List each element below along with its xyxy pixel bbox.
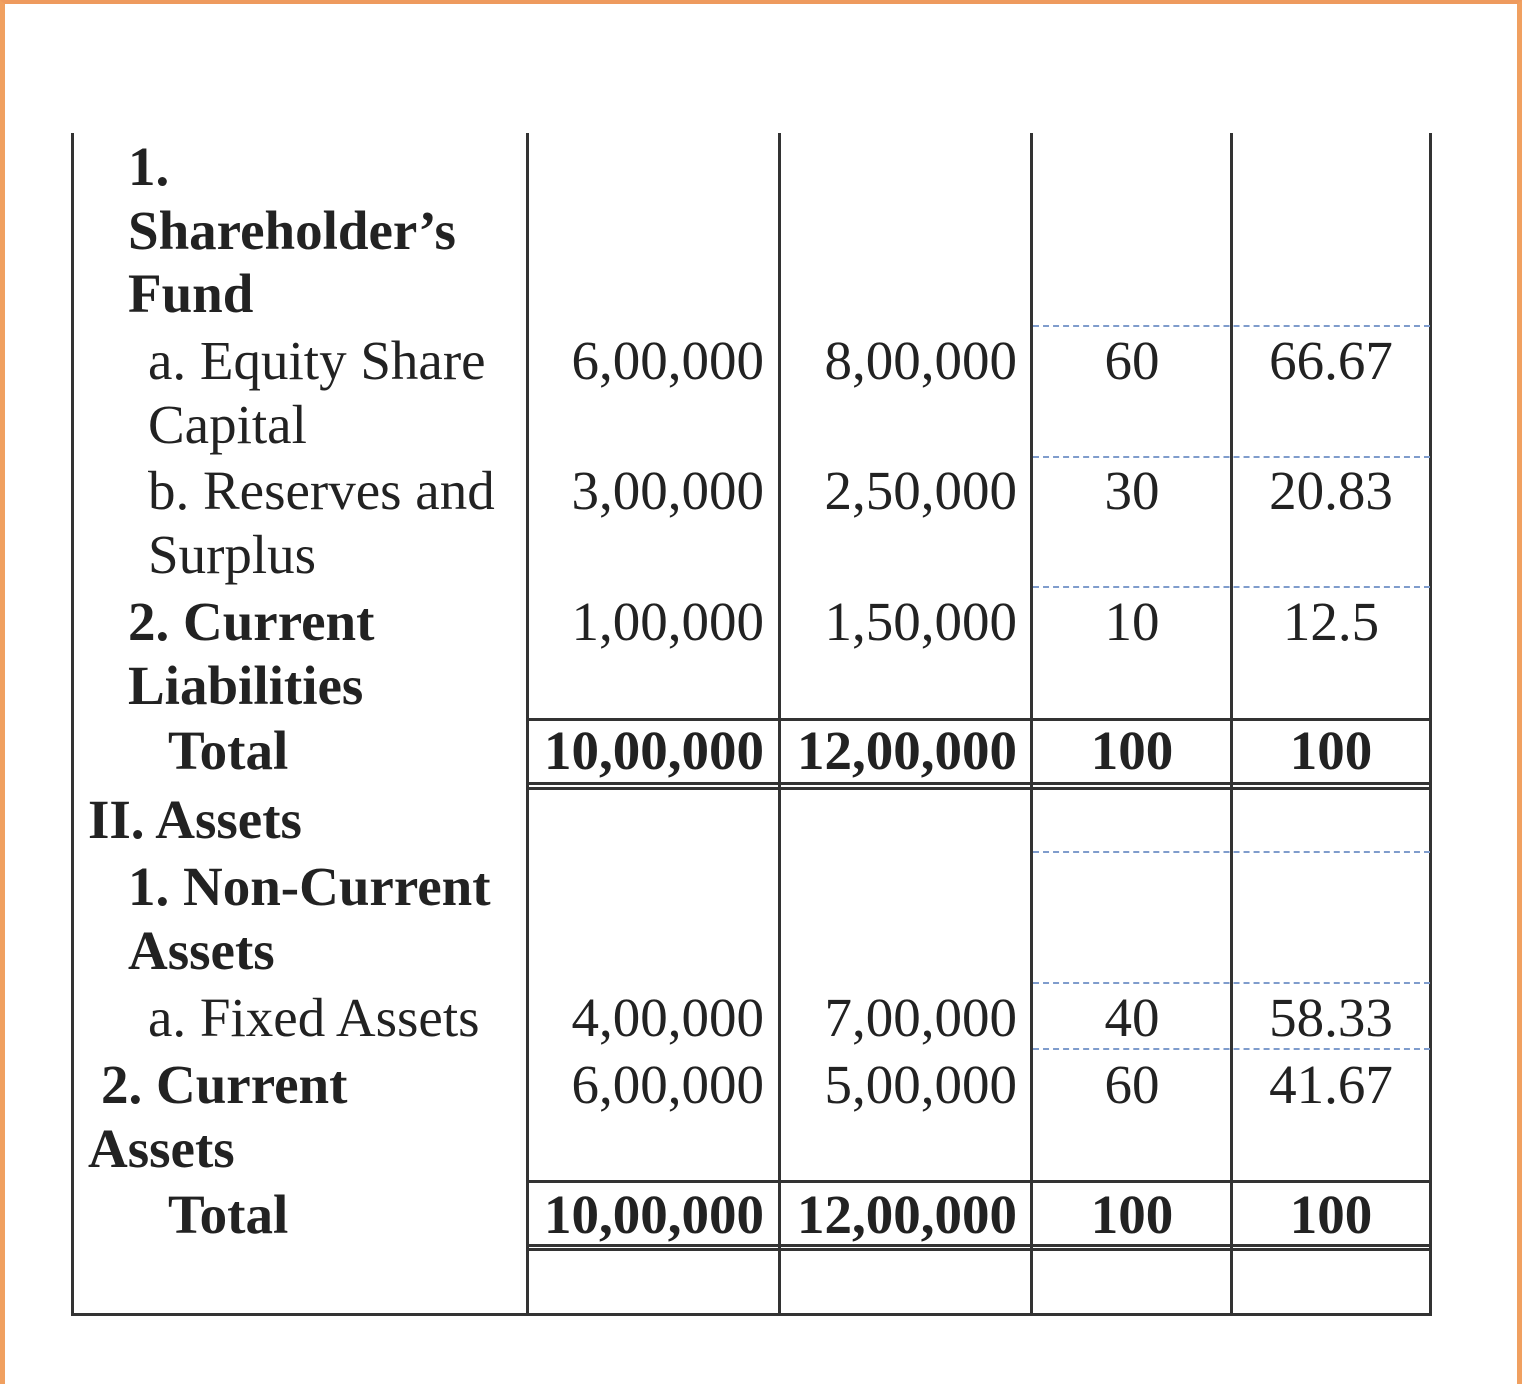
amount-previous-year-cell: 4,00,000 <box>571 987 764 1048</box>
percent-current-year-cell: 58.33 <box>1269 987 1393 1048</box>
row-label: a. Fixed Assets <box>148 987 480 1048</box>
row-label: II. Assets <box>88 789 302 850</box>
row-label: Assets <box>88 1118 235 1179</box>
amount-previous-year-cell: 1,00,000 <box>571 591 764 652</box>
dashed-divider <box>1033 982 1430 984</box>
percent-current-year-cell: 100 <box>1289 1184 1373 1245</box>
row-label: 1. Non-Current <box>128 856 491 917</box>
row-label: Total <box>168 720 289 781</box>
row-label: Liabilities <box>128 655 364 716</box>
row-label: 1. <box>128 136 170 197</box>
percent-current-year-cell: 66.67 <box>1269 330 1393 391</box>
percent-current-year-cell: 100 <box>1289 720 1373 781</box>
percent-current-year-cell: 41.67 <box>1269 1054 1393 1115</box>
amount-current-year-cell: 8,00,000 <box>824 330 1017 391</box>
percent-previous-year-cell: 40 <box>1104 987 1160 1048</box>
percent-previous-year-cell: 100 <box>1090 1184 1174 1245</box>
row-label: Surplus <box>148 524 317 585</box>
amount-previous-year-cell: 10,00,000 <box>544 720 764 781</box>
row-label: Capital <box>148 394 307 455</box>
row-label: Shareholder’s <box>128 200 456 261</box>
row-label: Total <box>168 1184 289 1245</box>
amount-current-year-cell: 7,00,000 <box>824 987 1017 1048</box>
row-label: 2. Current <box>128 591 375 652</box>
amount-previous-year-cell: 6,00,000 <box>571 1054 764 1115</box>
amount-previous-year-cell: 6,00,000 <box>571 330 764 391</box>
amount-previous-year-cell: 10,00,000 <box>544 1184 764 1245</box>
row-label: a. Equity Share <box>148 330 486 391</box>
row-label: Fund <box>128 263 254 324</box>
percent-previous-year-cell: 60 <box>1104 330 1160 391</box>
table-bottom-border <box>71 1313 1432 1316</box>
percent-current-year-cell: 12.5 <box>1282 591 1380 652</box>
dashed-divider <box>1033 586 1430 588</box>
row-divider <box>528 787 1432 790</box>
column-divider <box>71 133 74 1316</box>
dashed-divider <box>1033 325 1430 327</box>
amount-current-year-cell: 5,00,000 <box>824 1054 1017 1115</box>
percent-previous-year-cell: 60 <box>1104 1054 1160 1115</box>
percent-previous-year-cell: 100 <box>1090 720 1174 781</box>
amount-current-year-cell: 12,00,000 <box>797 720 1017 781</box>
row-divider <box>528 1248 1432 1251</box>
amount-current-year-cell: 2,50,000 <box>824 460 1017 521</box>
dashed-divider <box>1033 851 1430 853</box>
percent-previous-year-cell: 10 <box>1104 591 1160 652</box>
row-label: 2. Current <box>101 1054 348 1115</box>
percent-current-year-cell: 20.83 <box>1269 460 1393 521</box>
amount-current-year-cell: 1,50,000 <box>824 591 1017 652</box>
percent-previous-year-cell: 30 <box>1104 460 1160 521</box>
row-label: b. Reserves and <box>148 460 495 521</box>
amount-current-year-cell: 12,00,000 <box>797 1184 1017 1245</box>
amount-previous-year-cell: 3,00,000 <box>571 460 764 521</box>
row-label: Assets <box>128 920 275 981</box>
